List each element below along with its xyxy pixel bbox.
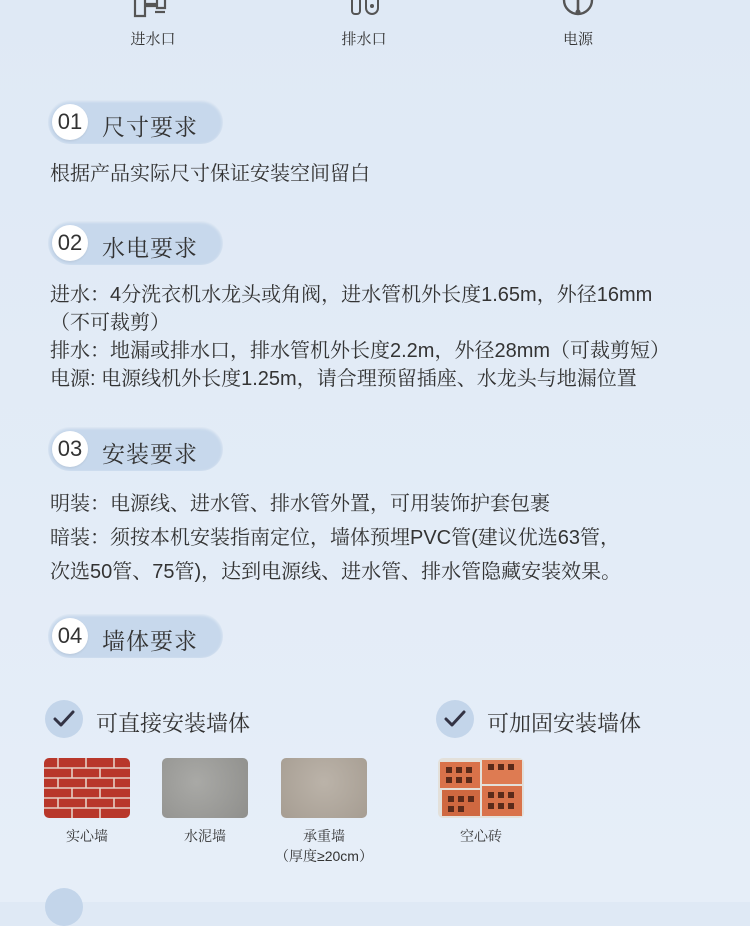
- text-line: 暗装：须按本机安装指南定位，墙体预埋PVC管(建议优选63管，: [50, 527, 621, 549]
- hollow-brick-caption: 空心砖: [460, 828, 502, 844]
- check-badge: [45, 700, 83, 738]
- cement-wall-caption: 水泥墙: [184, 828, 226, 844]
- checkmark-icon: [444, 709, 466, 729]
- brick-texture: [44, 758, 130, 818]
- text-line: 根据产品实际尺寸保证安装空间留白: [50, 163, 370, 185]
- section-number: 02: [52, 225, 88, 261]
- section-title: 水电要求: [102, 235, 198, 261]
- text-line: （不可裁剪）: [50, 312, 170, 334]
- section-02-header: [48, 221, 223, 265]
- checkmark-icon: [53, 709, 75, 729]
- hollow-brick-texture: [438, 758, 524, 818]
- check-badge: [436, 700, 474, 738]
- section-01-header: [48, 100, 223, 144]
- section-number: 03: [52, 431, 88, 467]
- solid-wall-caption: 实心墙: [66, 828, 108, 844]
- section-number: 01: [52, 104, 88, 140]
- text-line: 电源: 电源线机外长度1.25m，请合理预留插座、水龙头与地漏位置: [50, 368, 637, 390]
- text-line: 排水：地漏或排水口，排水管机外长度2.2m，外径28mm（可裁剪短）: [50, 340, 671, 362]
- text-line: 次选50管、75管)，达到电源线、进水管、排水管隐藏安装效果。: [50, 561, 622, 583]
- next-section-badge: [45, 888, 83, 926]
- section-03-body: [50, 487, 730, 589]
- cement-wall-image: [162, 758, 248, 818]
- water-inlet-item: [103, 0, 203, 49]
- section-04-header: [48, 614, 223, 658]
- load-bearing-wall-caption: [259, 826, 389, 866]
- section-03-header: [48, 427, 223, 471]
- water-inlet-icon: [129, 0, 177, 22]
- power-plug-icon: [554, 0, 602, 22]
- direct-install-walls-title: 可直接安装墙体: [96, 711, 251, 736]
- text-line: 明装：电源线、进水管、排水管外置，可用装饰护套包裹: [50, 493, 550, 515]
- reinforced-walls-title: 可加固安装墙体: [487, 711, 642, 736]
- text-line: 进水：4分洗衣机水龙头或角阀，进水管机外长度1.65m，外径16mm: [50, 284, 653, 306]
- section-title: 安装要求: [102, 441, 198, 467]
- load-bearing-caption-sub: （厚度≥20cm）: [275, 848, 373, 864]
- hollow-brick-image: [438, 758, 524, 818]
- load-bearing-wall-image: [281, 758, 367, 818]
- section-01-body: [50, 160, 730, 188]
- section-number: 04: [52, 618, 88, 654]
- power-item: [528, 0, 628, 49]
- drain-outlet-label: 排水口: [341, 31, 387, 48]
- power-label: 电源: [562, 31, 593, 48]
- section-title: 墙体要求: [102, 628, 198, 654]
- load-bearing-caption-main: 承重墙: [303, 828, 345, 844]
- drain-outlet-item: [314, 0, 414, 49]
- solid-wall-image: [44, 758, 130, 818]
- water-inlet-label: 进水口: [130, 31, 176, 48]
- drain-outlet-icon: [340, 0, 388, 22]
- section-02-body: [50, 281, 730, 393]
- section-title: 尺寸要求: [102, 114, 198, 140]
- top-icons-row: [0, 0, 750, 60]
